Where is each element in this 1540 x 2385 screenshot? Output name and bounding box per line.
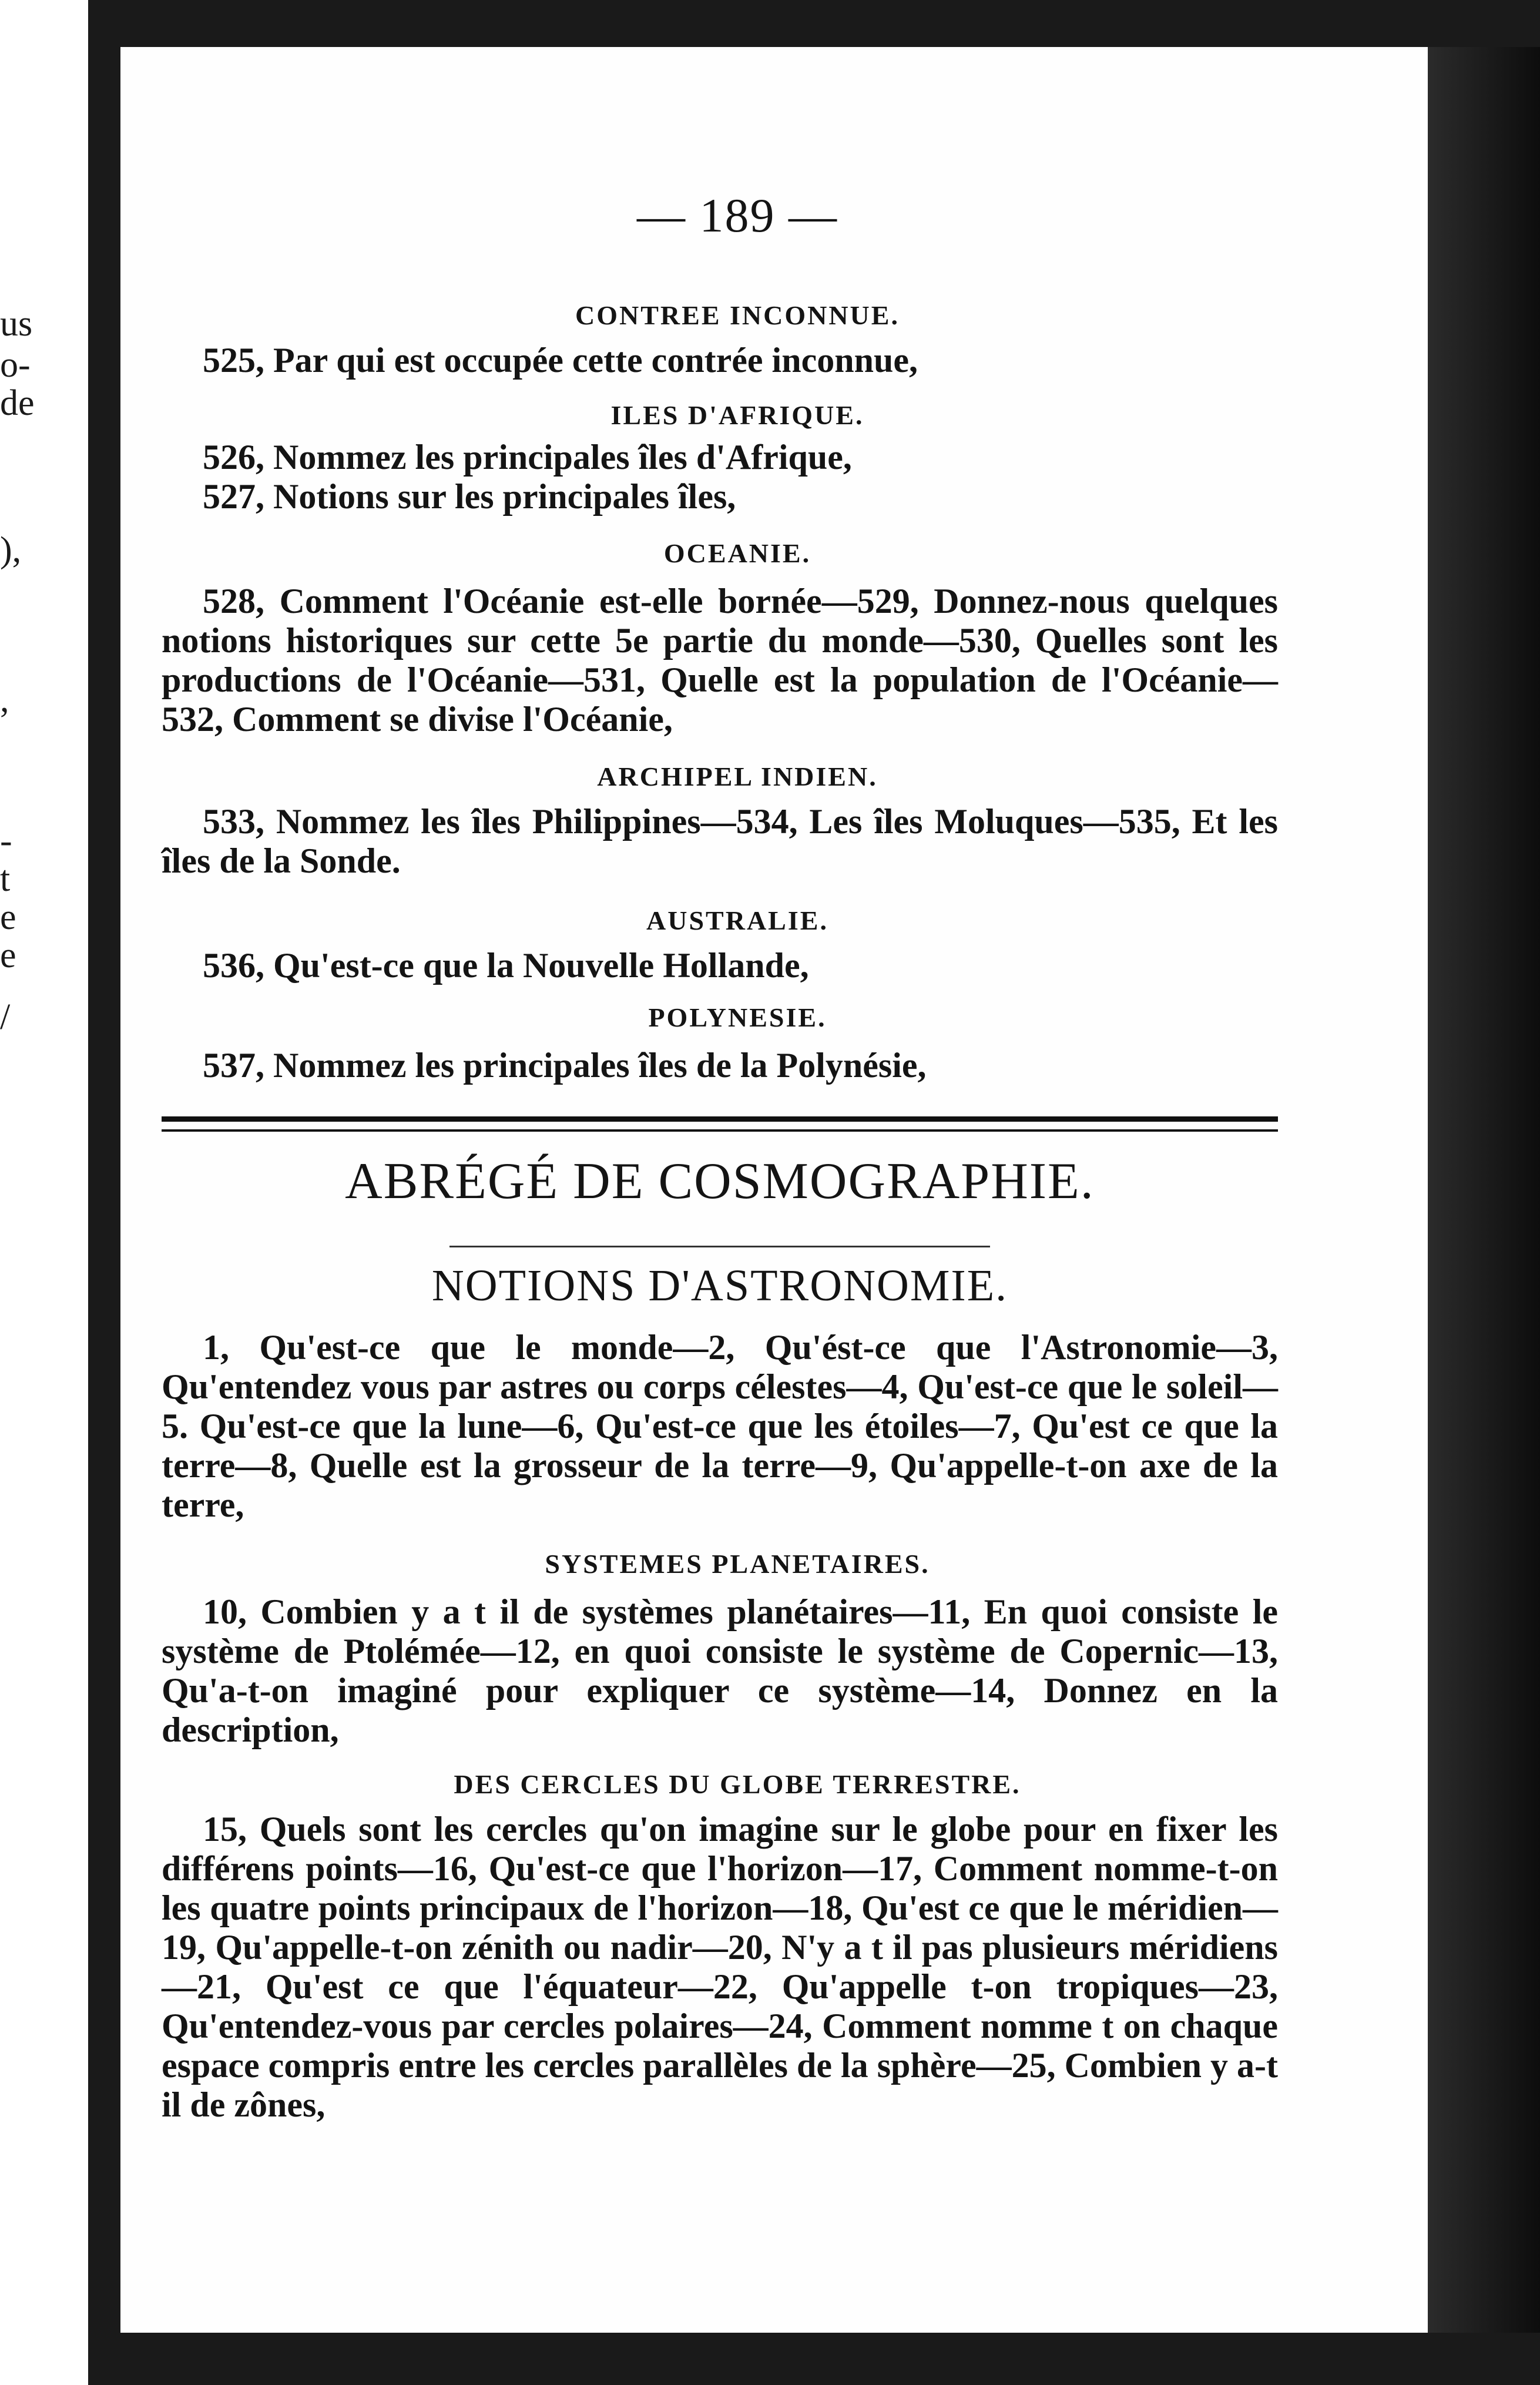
question-paragraph: 15, Quels sont les cercles qu'on imagine sur le globe pour en fixer les différens points—16, Qu'est-ce que l'horizon—17, Comment nomme-t-on les quatre points principaux de l'horizon—18, Qu'est ce que le méridien—19, Qu'appelle-t-on zénith ou nadir—20, N'y a t il pas plusieurs méridiens—21, Qu'est ce que l'équateur—22, Qu'appelle t-on tropiques—23, Qu'entendez-vous par cercles polaires—24, Comment nomme t on chaque espace compris entre les cercles parallèles de la sphère—25, Combien y a-t il de zônes, (162, 1810, 1278, 2124)
question-paragraph: 10, Combien y a t il de systèmes planétaires—11, En quoi consiste le système de Ptolémée—12, en quoi consiste le système de Copernic—13, Qu'a-t-on imaginé pour expliquer ce système—14, Donnez en la description, (162, 1592, 1278, 1749)
section-heading-oceanie: OCEANIE. (663, 538, 811, 568)
margin-fragment: de (0, 383, 35, 423)
margin-fragment: , (0, 680, 9, 720)
question-line: 526, Nommez les principales îles d'Afrique, (203, 438, 852, 477)
double-rule (162, 1116, 1278, 1132)
margin-fragment: e (0, 935, 16, 975)
section-heading-archipel: ARCHIPEL INDIEN. (597, 762, 878, 791)
section-heading-cercles: DES CERCLES DU GLOBE TERRESTRE. (454, 1769, 1021, 1799)
margin-fragment: / (0, 997, 11, 1037)
question-paragraph: 525, Par qui est occupée cette contrée inconnue, (203, 341, 918, 380)
question-paragraph: 536, Qu'est-ce que la Nouvelle Hollande, (203, 946, 809, 985)
margin-fragment: t (0, 859, 11, 899)
section-heading-iles-afrique: ILES D'AFRIQUE. (610, 400, 864, 430)
question-line: 527, Notions sur les principales îles, (203, 477, 736, 516)
book-page (120, 47, 1428, 2333)
question-paragraph: 1, Qu'est-ce que le monde—2, Qu'ést-ce que l'Astronomie—3, Qu'entendez vous par astres ou corps célestes—4, Qu'est-ce que le soleil—5. Qu'est-ce que la lune—6, Qu'est-ce que les étoiles—7, Qu'est ce que la terre—8, Quelle est la grosseur de la terre—9, Qu'appelle-t-on axe de la terre, (162, 1328, 1278, 1524)
section-heading-contree: CONTREE INCONNUE. (575, 300, 900, 330)
section-heading-systemes: SYSTEMES PLANETAIRES. (545, 1549, 930, 1579)
main-title: ABRÉGÉ DE COSMOGRAPHIE. (345, 1153, 1095, 1210)
thin-rule (449, 1246, 990, 1247)
margin-fragment: - (0, 821, 12, 861)
page-shadow (1428, 47, 1540, 2333)
section-heading-australie: AUSTRALIE. (646, 905, 828, 935)
facing-page-edge (0, 0, 88, 2385)
section-heading-polynesie: POLYNESIE. (648, 1002, 827, 1032)
margin-fragment: e (0, 897, 16, 937)
margin-fragment: o- (0, 345, 31, 385)
question-paragraph: 528, Comment l'Océanie est-elle bornée—529, Donnez-nous quelques notions historiques sur cette 5e partie du monde—530, Quelles sont les productions de l'Océanie—531, Quelle est la population de l'Océanie—532, Comment se divise l'Océanie, (162, 582, 1278, 739)
subtitle: NOTIONS D'ASTRONOMIE. (431, 1261, 1008, 1310)
margin-fragment: us (0, 304, 33, 344)
margin-fragment: ), (0, 530, 22, 570)
page-number: — 189 — (637, 189, 838, 242)
question-paragraph: 537, Nommez les principales îles de la Polynésie, (203, 1046, 927, 1085)
question-paragraph: 533, Nommez les îles Philippines—534, Les îles Moluques—535, Et les îles de la Sonde. (162, 802, 1278, 880)
